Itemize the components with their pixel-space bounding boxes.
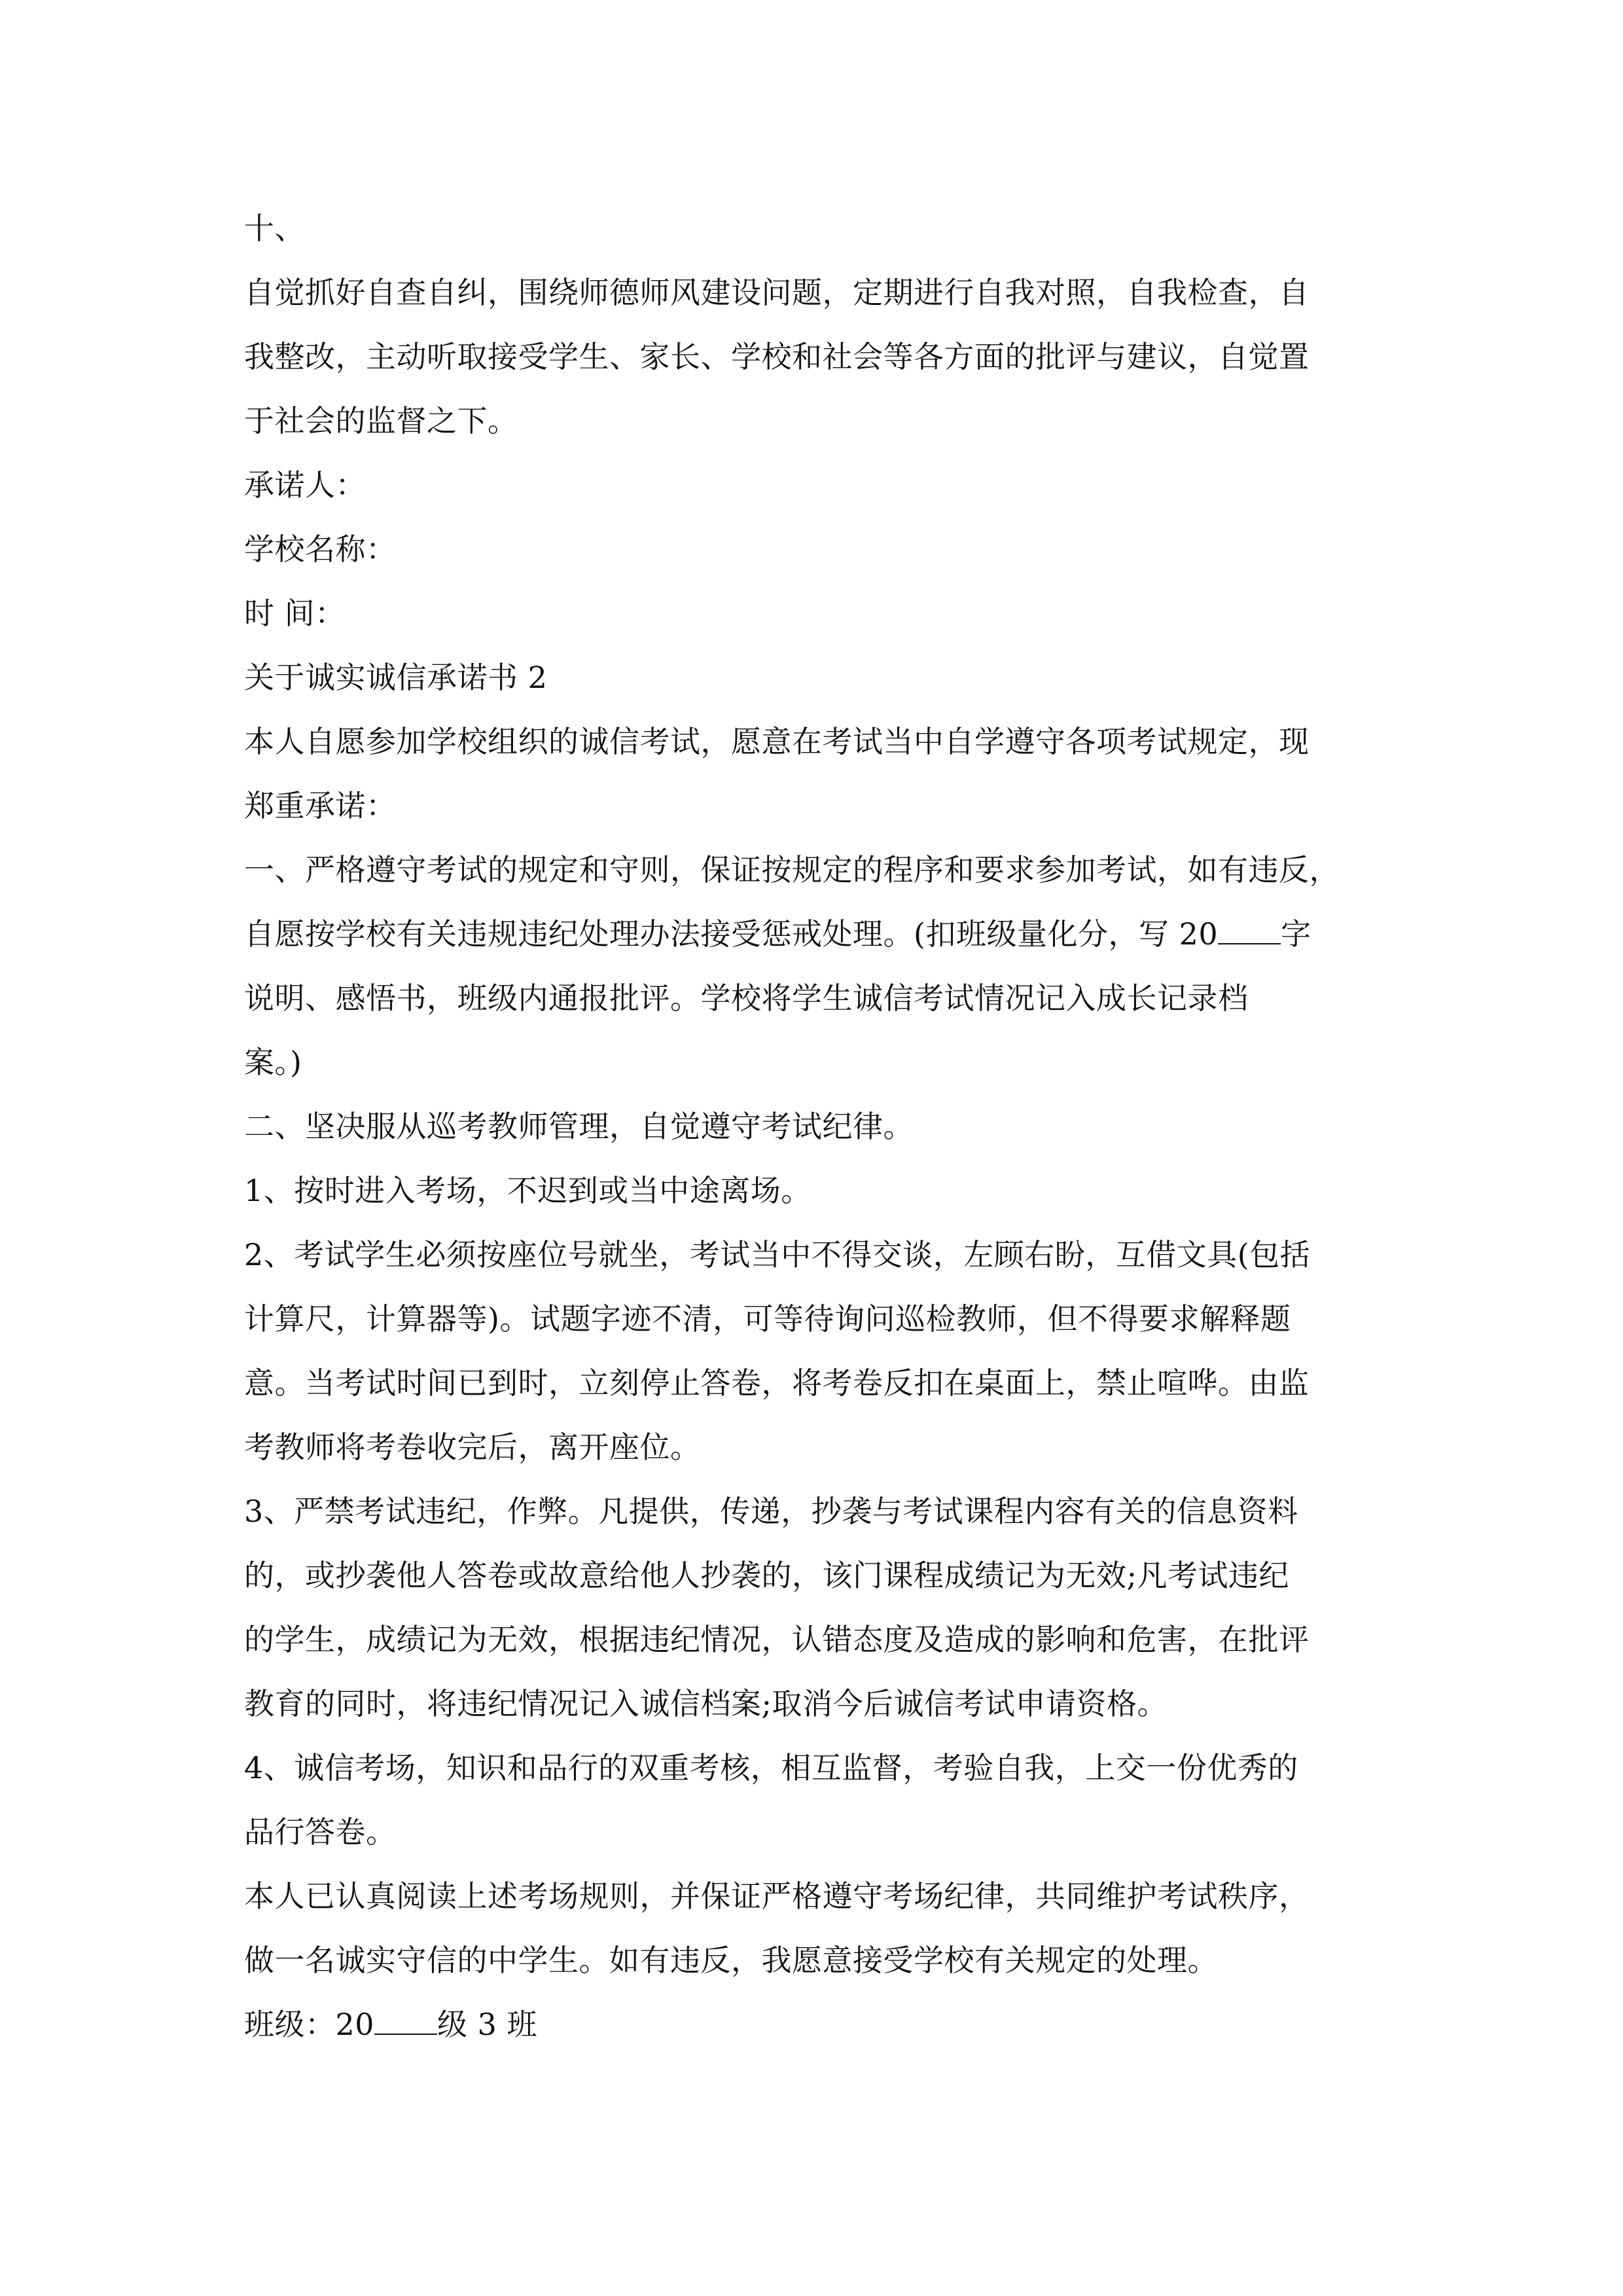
paragraph-line: 4、诚信考场，知识和品行的双重考核，相互监督，考验自我，上交一份优秀的 [244,1750,1298,1785]
paragraph-line: 案。) [244,1045,302,1080]
paragraph-text: 自愿按学校有关违规违纪处理办法接受惩戒处理。(扣班级量化分，写 20 [244,916,1219,952]
paragraph-line [244,902,1383,966]
paragraph-line: 做一名诚实守信的中学生。如有违反，我愿意接受学校有关规定的处理。 [244,1943,1218,1978]
document-page [244,196,1383,2056]
document-title: 关于诚实诚信承诺书 2 [244,660,548,695]
paragraph-line: 1、按时进入考场，不迟到或当中途离场。 [244,1173,812,1208]
paragraph-line: 的，或抄袭他人答卷或故意给他人抄袭的，该门课程成绩记为无效;凡考试违纪 [244,1558,1289,1593]
class-label: 班级：20 [244,2007,375,2042]
paragraph-line: 于社会的监督之下。 [244,403,518,439]
paragraph-line: 教育的同时，将违纪情况记入诚信档案;取消今后诚信考试申请资格。 [244,1686,1168,1721]
paragraph-line: 郑重承诺： [244,788,397,823]
fill-in-blank [1218,917,1281,944]
fill-in-blank [374,2007,437,2035]
paragraph-line: 自觉抓好自查自纠，围绕师德师风建设问题，定期进行自我对照，自我检查，自 [244,275,1310,310]
paragraph-line: 本人自愿参加学校组织的诚信考试，愿意在考试当中自学遵守各项考试规定，现 [244,724,1310,759]
school-name-label: 学校名称： [244,531,397,567]
paragraph-line: 意。当考试时间已到时，立刻停止答卷，将考卷反扣在桌面上，禁止喧哗。由监 [244,1365,1310,1401]
paragraph-line: 我整改，主动听取接受学生、家长、学校和社会等各方面的批评与建议，自觉置 [244,339,1310,374]
paragraph-text: 字 [1281,916,1311,952]
class-value: 级 3 班 [437,2007,538,2042]
paragraph-line: 说明、感悟书，班级内通报批评。学校将学生诚信考试情况记入成长记录档 [244,980,1249,1016]
section-number: 十、 [244,211,305,246]
paragraph-line: 一、严格遵守考试的规定和守则，保证按规定的程序和要求参加考试，如有违反， [244,852,1340,888]
date-label: 时 间： [244,596,346,631]
paragraph-line: 本人已认真阅读上述考场规则，并保证严格遵守考场纪律，共同维护考试秩序， [244,1878,1310,1914]
paragraph-line: 品行答卷。 [244,1814,397,1850]
paragraph-line: 2、考试学生必须按座位号就坐，考试当中不得交谈，左顾右盼，互借文具(包括 [244,1237,1311,1272]
paragraph-line: 二、坚决服从巡考教师管理，自觉遵守考试纪律。 [244,1109,914,1144]
paragraph-line: 3、严禁考试违纪，作弊。凡提供，传递，抄袭与考试课程内容有关的信息资料 [244,1494,1298,1529]
paragraph-line: 计算尺，计算器等)。试题字迹不清，可等待询问巡检教师，但不得要求解释题 [244,1301,1291,1336]
paragraph-line: 的学生，成绩记为无效，根据违纪情况，认错态度及造成的影响和危害，在批评 [244,1622,1310,1657]
paragraph-line: 考教师将考卷收完后，离开座位。 [244,1429,701,1465]
signer-label: 承诺人： [244,467,366,503]
class-line [244,1992,1383,2056]
